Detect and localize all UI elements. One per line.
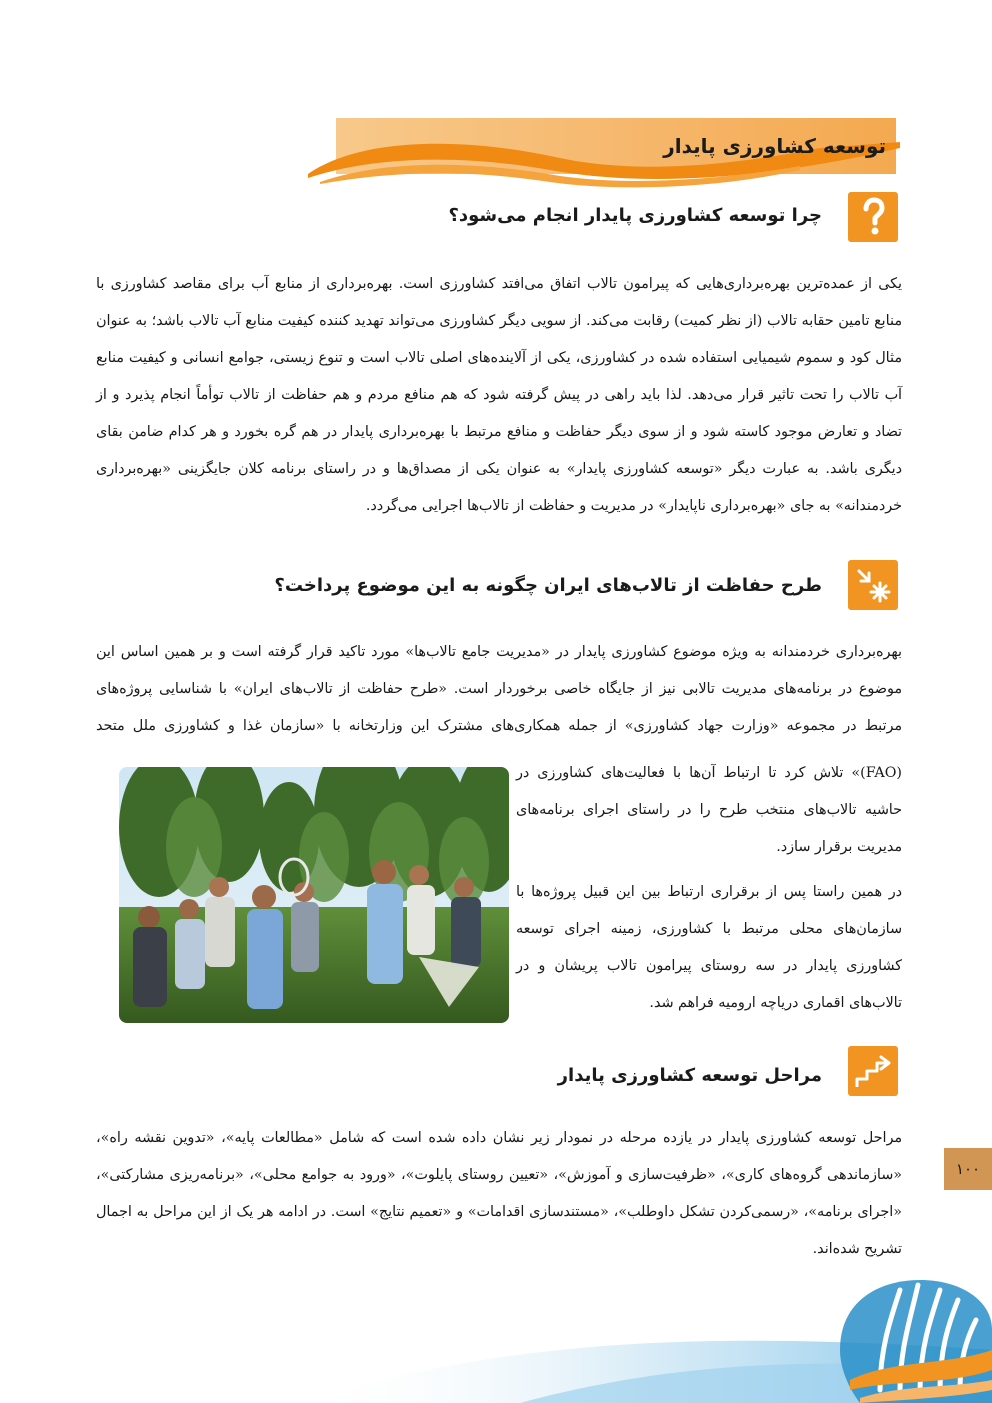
question-icon (848, 192, 898, 242)
page-title: توسعه کشاورزی پایدار (663, 134, 886, 158)
page-number: ۱۰۰ (955, 1160, 981, 1178)
field-training-photo (119, 767, 509, 1023)
paragraph-wetlands-intro: بهره‌برداری خردمندانه به ویژه موضوع کشاورزی پایدار در «مدیریت جامع تالاب‌ها» مورد تاکید قرار گرفته است و بر همین اساس این موضوع در برنامه‌های مدیریت تالابی نیز از جایگاه خاصی برخوردار است. «طرح حفاظت از تالاب‌های ایران» با شناسایی پروژه‌های مرتبط در مجموعه «وزارت جهاد کشاورزی» از جمله همکاری‌های مشترک این وزارتخانه با «سازمان غذا و کشاورزی ملل متحد (96, 644, 902, 734)
section-title-why: چرا توسعه کشاورزی پایدار انجام می‌شود؟ (448, 205, 822, 226)
paragraph-villages: در همین راستا پس از برقراری ارتباط بین این قبیل پروژه‌ها با سازمان‌های محلی مرتبط با کشاورزی، زمینه اجرای توسعه کشاورزی پایدار در سه روستای پیرامون تالاب پریشان و در تالاب‌های اقماری دریاچه ارومیه فراهم شد. (516, 884, 902, 1011)
paragraph-why: یکی از عمده‌ترین بهره‌برداری‌هایی که پیرامون تالاب اتفاق می‌افتد کشاورزی است. بهره‌برداری از منابع آب برای مقاصد کشاورزی با منابع تامین حقابه تالاب (از نظر کمیت) رقابت می‌کند. از سویی دیگر کشاورزی می‌تواند تهدید کننده کیفیت منابع آب تالاب باشد؛ به عنوان مثال کود و سموم شیمیایی استفاده شده در کشاورزی، یکی از آلاینده‌های اصلی تالاب است و تنوع زیستی، جوامع انسانی و کیفیت منابع آب تالاب را تحت تاثیر قرار می‌دهد. لذا باید راهی در پیش گرفته شود که هم منافع مردم و هم حفاظت از تالاب توأماً انجام پذیرد و از تضاد و تعارض موجود کاسته شود و از سوی دیگر حفاظت و منافع مرتبط با بهره‌برداری پایدار در هم گره بخورد و هر کدام ضامن بقای دیگری باشد. به عبارت دیگر «توسعه کشاورزی پایدار» به عنوان یکی از مصداق‌ها و در راستای برنامه کلان جایگزینی «بهره‌برداری خردمندانه» به جای «بهره‌برداری ناپایدار» در مدیریت و حفاظت از تالاب‌ها اجرایی می‌گردد. (96, 276, 902, 514)
paragraph-fao: (FAO)» تلاش کرد تا ارتباط آن‌ها با فعالیت‌های کشاورزی در حاشیه تالاب‌های منتخب طرح را در راستای اجرای برنامه‌های مدیریت برقرار سازد. (516, 765, 902, 855)
stairs-arrow-icon (848, 1046, 898, 1096)
section-title-wetlands: طرح حفاظت از تالاب‌های ایران چگونه به این موضوع پرداخت؟ (274, 575, 822, 596)
reed-logo-decoration (800, 1240, 992, 1403)
section-title-stages: مراحل توسعه کشاورزی پایدار (557, 1065, 822, 1086)
sunburst-arrow-icon (848, 560, 898, 610)
paragraph-stages: مراحل توسعه کشاورزی پایدار در یازده مرحله در نمودار زیر نشان داده شده است که شامل «مطالعات پایه»، «تدوین نقشه راه»، «سازماندهی گروه‌های کاری»، «ظرفیت‌سازی و آموزش»، «تعیین روستای پایلوت»، «ورود به جوامع محلی»، «برنامه‌ریزی مشارکتی»، «اجرای برنامه»، «رسمی‌کردن تشکل داوطلب»، «مستندسازی اقدامات» و «تعمیم نتایج» است. در ادامه هر یک از این مراحل به اجمال تشریح شده‌اند. (96, 1130, 902, 1257)
